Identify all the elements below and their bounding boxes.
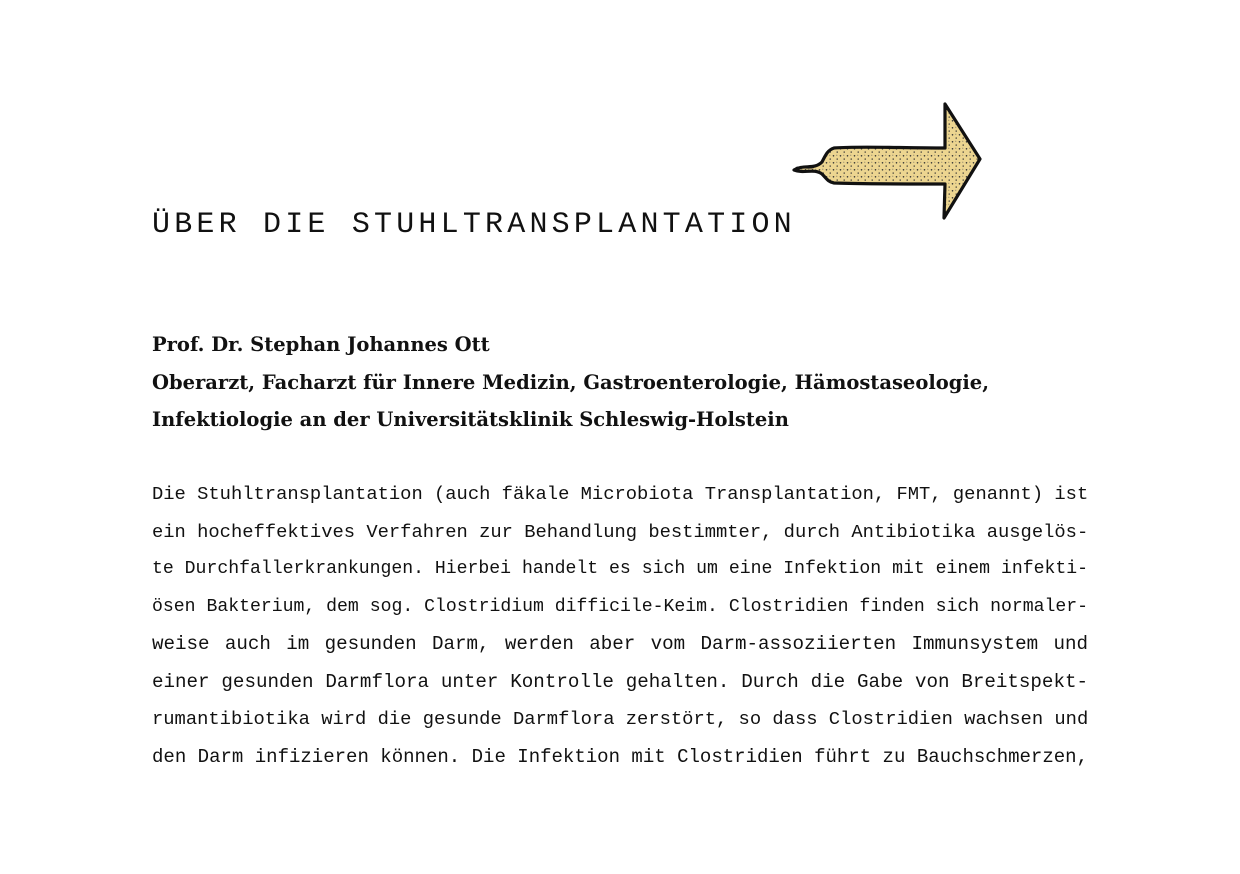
body-line: rumantibiotika wird die gesunde Darmflora zerstört, so dass Clostridien wachsen und xyxy=(152,708,1089,730)
body-line: ösen Bakterium, dem sog. Clostridium difficile-Keim. Clostridien finden sich normaler- xyxy=(152,596,1088,617)
body-line: te Durchfallerkrankungen. Hierbei handelt es sich um eine Infektion mit einem infekti- xyxy=(152,559,1088,579)
author-role-line-2: Infektiologie an der Universitätsklinik Schleswig-Holstein xyxy=(152,408,789,431)
body-paragraph xyxy=(152,476,1088,776)
author-name: Prof. Dr. Stephan Johannes Ott xyxy=(152,333,490,356)
author-block xyxy=(152,326,1092,439)
author-role-line-1: Oberarzt, Facharzt für Innere Medizin, Gastroenterologie, Hämostaseologie, xyxy=(152,370,989,394)
body-line: einer gesunden Darmflora unter Kontrolle gehalten. Durch die Gabe von Breitspekt- xyxy=(152,670,1088,693)
page-title: ÜBER DIE STUHLTRANSPLANTATION xyxy=(152,208,796,242)
arrow-right-icon xyxy=(790,98,990,224)
body-line: ein hocheffektives Verfahren zur Behandlung bestimmter, durch Antibiotika ausgelös- xyxy=(152,520,1089,543)
body-line: weise auch im gesunden Darm, werden aber vom Darm-assoziierten Immunsystem und xyxy=(152,633,1088,655)
body-line: den Darm infizieren können. Die Infektion mit Clostridien führt zu Bauchschmerzen, xyxy=(152,745,1088,768)
body-line: Die Stuhltransplantation (auch fäkale Microbiota Transplantation, FMT, genannt) ist xyxy=(152,483,1089,505)
